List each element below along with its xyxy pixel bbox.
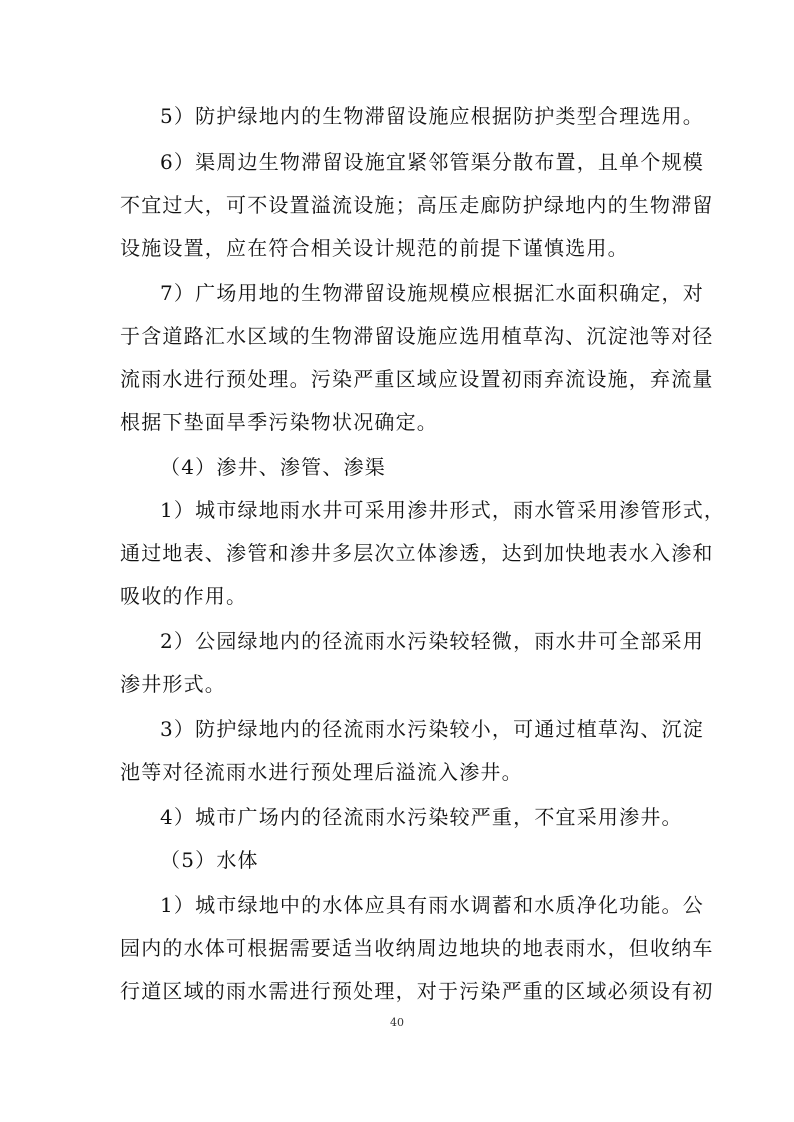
paragraph-line: 2）公园绿地内的径流雨水污染较轻微，雨水井可全部采用: [160, 629, 704, 653]
paragraph-line: 1）城市绿地雨水井可采用渗井形式，雨水管采用渗管形式，: [160, 498, 726, 522]
paragraph-line: 5）防护绿地内的生物滞留设施应根据防护类型合理选用。: [160, 104, 704, 128]
paragraph-line: 1）城市绿地中的水体应具有雨水调蓄和水质净化功能。公: [160, 893, 704, 917]
paragraph-line: 吸收的作用。: [120, 584, 248, 608]
paragraph-line: 不宜过大，可不设置溢流设施；高压走廊防护绿地内的生物滞留: [120, 193, 714, 217]
paragraph-line: 渗井形式。: [120, 672, 226, 696]
section-heading: （4）渗井、渗管、渗渠: [160, 455, 386, 479]
paragraph-line: 设施设置，应在符合相关设计规范的前提下谨慎选用。: [120, 236, 629, 260]
paragraph-line: 根据下垫面旱季污染物状况确定。: [120, 410, 438, 434]
paragraph-line: 通过地表、渗管和渗井多层次立体渗透，达到加快地表水入渗和: [120, 541, 714, 565]
paragraph-line: 池等对径流雨水进行预处理后溢流入渗井。: [120, 760, 523, 784]
paragraph-line: 3）防护绿地内的径流雨水污染较小，可通过植草沟、沉淀: [160, 717, 704, 741]
page-number: 40: [390, 1016, 404, 1029]
paragraph-line: 于含道路汇水区域的生物滞留设施应选用植草沟、沉淀池等对径: [120, 324, 714, 348]
section-heading: （5）水体: [160, 848, 259, 872]
paragraph-line: 园内的水体可根据需要适当收纳周边地块的地表雨水，但收纳车: [120, 936, 714, 960]
paragraph-line: 行道区域的雨水需进行预处理，对于污染严重的区域必须设有初: [120, 979, 714, 1003]
paragraph-line: 7）广场用地的生物滞留设施规模应根据汇水面积确定，对: [160, 281, 704, 305]
paragraph-line: 流雨水进行预处理。污染严重区域应设置初雨弃流设施，弃流量: [120, 367, 714, 391]
paragraph-line: 4）城市广场内的径流雨水污染较严重，不宜采用渗井。: [160, 805, 683, 829]
paragraph-line: 6）渠周边生物滞留设施宜紧邻管渠分散布置，且单个规模: [160, 150, 704, 174]
